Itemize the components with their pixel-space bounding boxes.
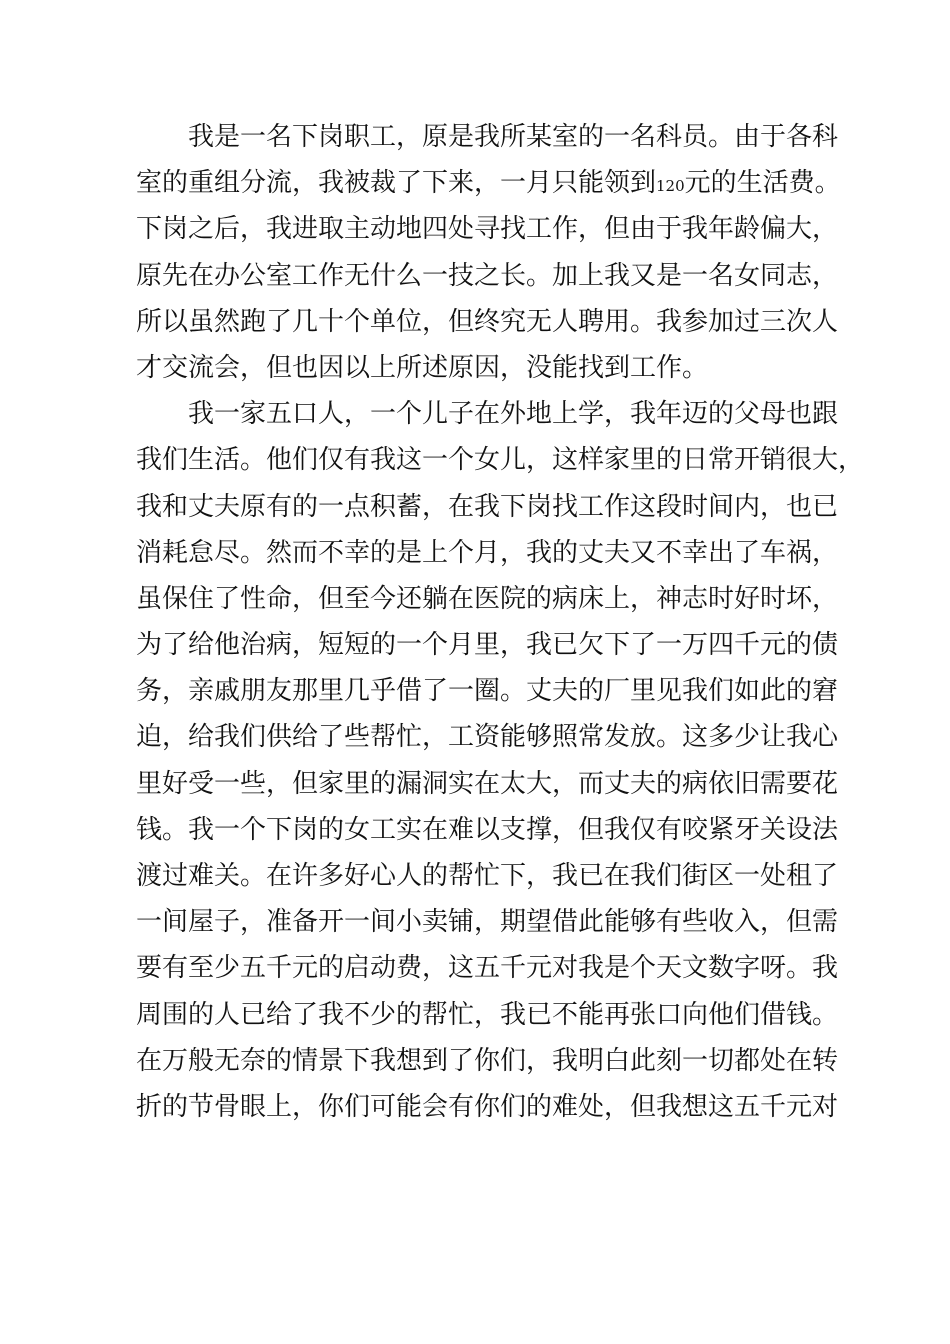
text-line: 渡过难关。在许多好心人的帮忙下，我已在我们街区一处租了 — [136, 861, 839, 891]
text-line: 钱。我一个下岗的女工实在难以支撑，但我仅有咬紧牙关设法 — [136, 814, 839, 845]
text-line: 所以虽然跑了几十个单位，但终究无人聘用。我参加过三次人 — [136, 306, 839, 337]
text-line: 一间屋子，准备开一间小卖铺，期望借此能够有些收入，但需 — [136, 907, 839, 938]
text-line: 里好受一些，但家里的漏洞实在太大，而丈夫的病依旧需要花 — [136, 768, 839, 799]
text-line: 我们生活。他们仅有我这一个女儿，这样家里的日常开销很大， — [136, 445, 865, 476]
amount-number: 120 — [656, 177, 685, 196]
letter-body — [136, 114, 865, 1130]
text-line: 我一家五口人，一个儿子在外地上学，我年迈的父母也跟 — [188, 399, 839, 430]
text-line: 我和丈夫原有的一点积蓄，在我下岗找工作这段时间内，也已 — [136, 491, 839, 522]
text-line: 务，亲戚朋友那里几乎借了一圈。丈夫的厂里见我们如此的窘 — [136, 676, 839, 707]
text-line: 消耗怠尽。然而不幸的是上个月，我的丈夫又不幸出了车祸， — [136, 537, 839, 568]
text-segment: 元的生活费。 — [684, 168, 841, 199]
text-line: 原先在办公室工作无什么一技之长。加上我又是一名女同志， — [136, 260, 839, 291]
text-line: 在万般无奈的情景下我想到了你们，我明白此刻一切都处在转 — [136, 1045, 839, 1076]
text-segment: 室的重组分流，我被裁了下来，一月只能领到 — [136, 168, 657, 199]
text-line: 才交流会，但也因以上所述原因，没能找到工作。 — [136, 352, 709, 383]
text-line: 迫，给我们供给了些帮忙，工资能够照常发放。这多少让我心 — [136, 722, 839, 753]
text-line: 下岗之后，我进取主动地四处寻找工作，但由于我年龄偏大， — [136, 214, 839, 245]
text-line: 为了给他治病，短短的一个月里，我已欠下了一万四千元的债 — [136, 630, 839, 661]
text-line: 虽保住了性命，但至今还躺在医院的病床上，神志时好时坏， — [136, 583, 839, 614]
text-line: 我是一名下岗职工，原是我所某室的一名科员。由于各科 — [188, 122, 839, 152]
text-line: 要有至少五千元的启动费，这五千元对我是个天文数字呀。我 — [136, 953, 839, 984]
text-line — [136, 160, 856, 206]
text-line: 折的节骨眼上，你们可能会有你们的难处，但我想这五千元对 — [136, 1091, 839, 1122]
text-line: 周围的人已给了我不少的帮忙，我已不能再张口向他们借钱。 — [136, 999, 839, 1030]
